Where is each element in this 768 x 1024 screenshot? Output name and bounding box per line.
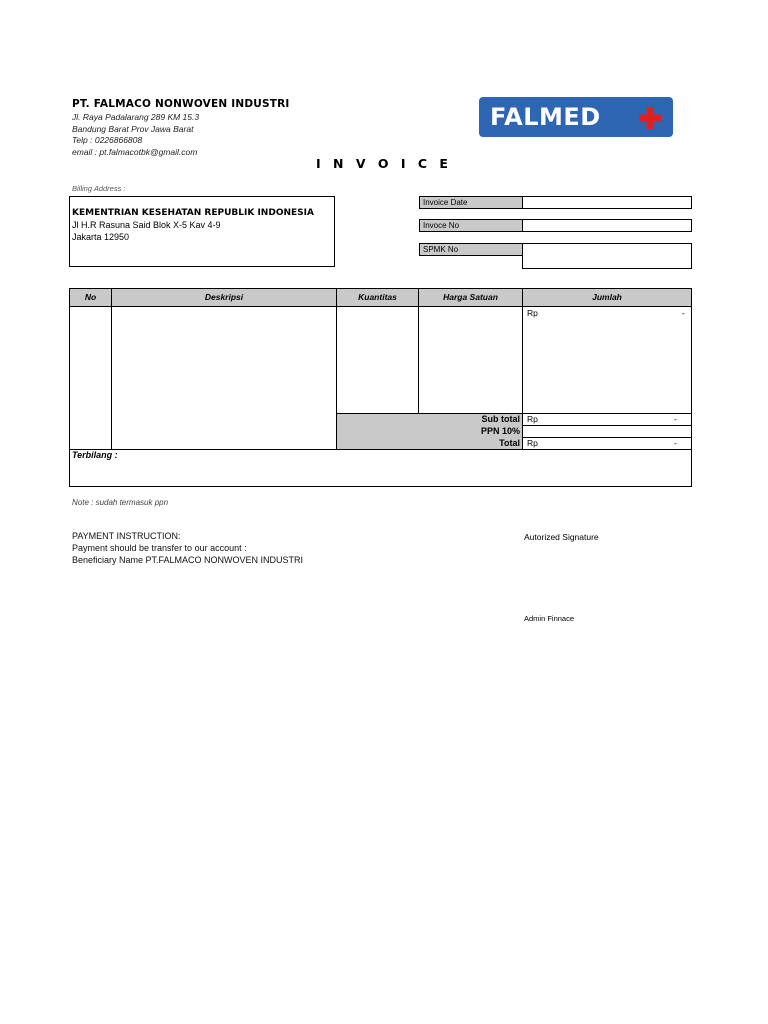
signatory-role: Admin Finnace: [524, 614, 575, 623]
unit-price-column-cell: [418, 306, 523, 414]
total-value: -: [674, 438, 677, 448]
amount-in-words-box: [69, 449, 692, 487]
company-address-line-2: Bandung Barat Prov Jawa Barat: [72, 124, 194, 134]
total-label: Total: [499, 438, 520, 448]
tax-note: Note : sudah termasuk ppn: [72, 498, 169, 507]
col-header-no: No: [69, 288, 112, 307]
logo-text: FALMED: [490, 103, 601, 131]
company-phone: Telp : 0226866808: [72, 135, 143, 145]
quantity-column-cell: [336, 306, 419, 414]
col-header-amount: Jumlah: [522, 288, 692, 307]
ppn-label: PPN 10%: [480, 426, 520, 436]
billing-street: Jl H.R Rasuna Said Blok X-5 Kav 4-9: [72, 220, 221, 230]
subtotal-value: -: [674, 414, 677, 424]
invoice-date-field[interactable]: [522, 196, 692, 209]
amount-value: -: [682, 308, 685, 318]
amount-column-cell: [522, 306, 692, 414]
amount-currency: Rp: [527, 308, 538, 318]
spmk-no-label: SPMK No: [419, 243, 523, 256]
description-column-cell: [111, 306, 337, 450]
billing-address-label: Billing Address :: [72, 184, 126, 193]
payment-instruction-line-1: Payment should be transfer to our account :: [72, 543, 247, 553]
company-address-line-1: Jl. Raya Padalarang 289 KM 15.3: [72, 112, 200, 122]
company-name: PT. FALMACO NONWOVEN INDUSTRI: [72, 98, 290, 110]
billing-recipient-name: KEMENTRIAN KESEHATAN REPUBLIK INDONESIA: [72, 208, 314, 218]
payment-instruction-line-2: Beneficiary Name PT.FALMACO NONWOVEN INDUSTRI: [72, 555, 304, 565]
company-email: email : pt.falmacotbk@gmail.com: [72, 147, 198, 157]
subtotal-currency: Rp: [527, 414, 538, 424]
col-header-quantity: Kuantitas: [336, 288, 419, 307]
spmk-no-field[interactable]: [522, 243, 692, 269]
payment-instruction-heading: PAYMENT INSTRUCTION:: [72, 531, 181, 541]
billing-city: Jakarta 12950: [72, 232, 130, 242]
col-header-description: Deskripsi: [111, 288, 337, 307]
invoice-title: I N V O I C E: [316, 156, 452, 171]
col-header-unit-price: Harga Satuan: [418, 288, 523, 307]
medical-cross-icon: [638, 106, 662, 130]
subtotal-label: Sub total: [481, 414, 520, 424]
no-column-cell: [69, 306, 112, 450]
authorized-signature-label: Autorized Signature: [524, 532, 599, 542]
invoice-no-field[interactable]: [522, 219, 692, 232]
invoice-no-label: Invoce No: [419, 219, 523, 232]
total-currency: Rp: [527, 438, 538, 448]
invoice-date-label: Invoice Date: [419, 196, 523, 209]
amount-in-words-label: Terbilang :: [72, 450, 118, 460]
